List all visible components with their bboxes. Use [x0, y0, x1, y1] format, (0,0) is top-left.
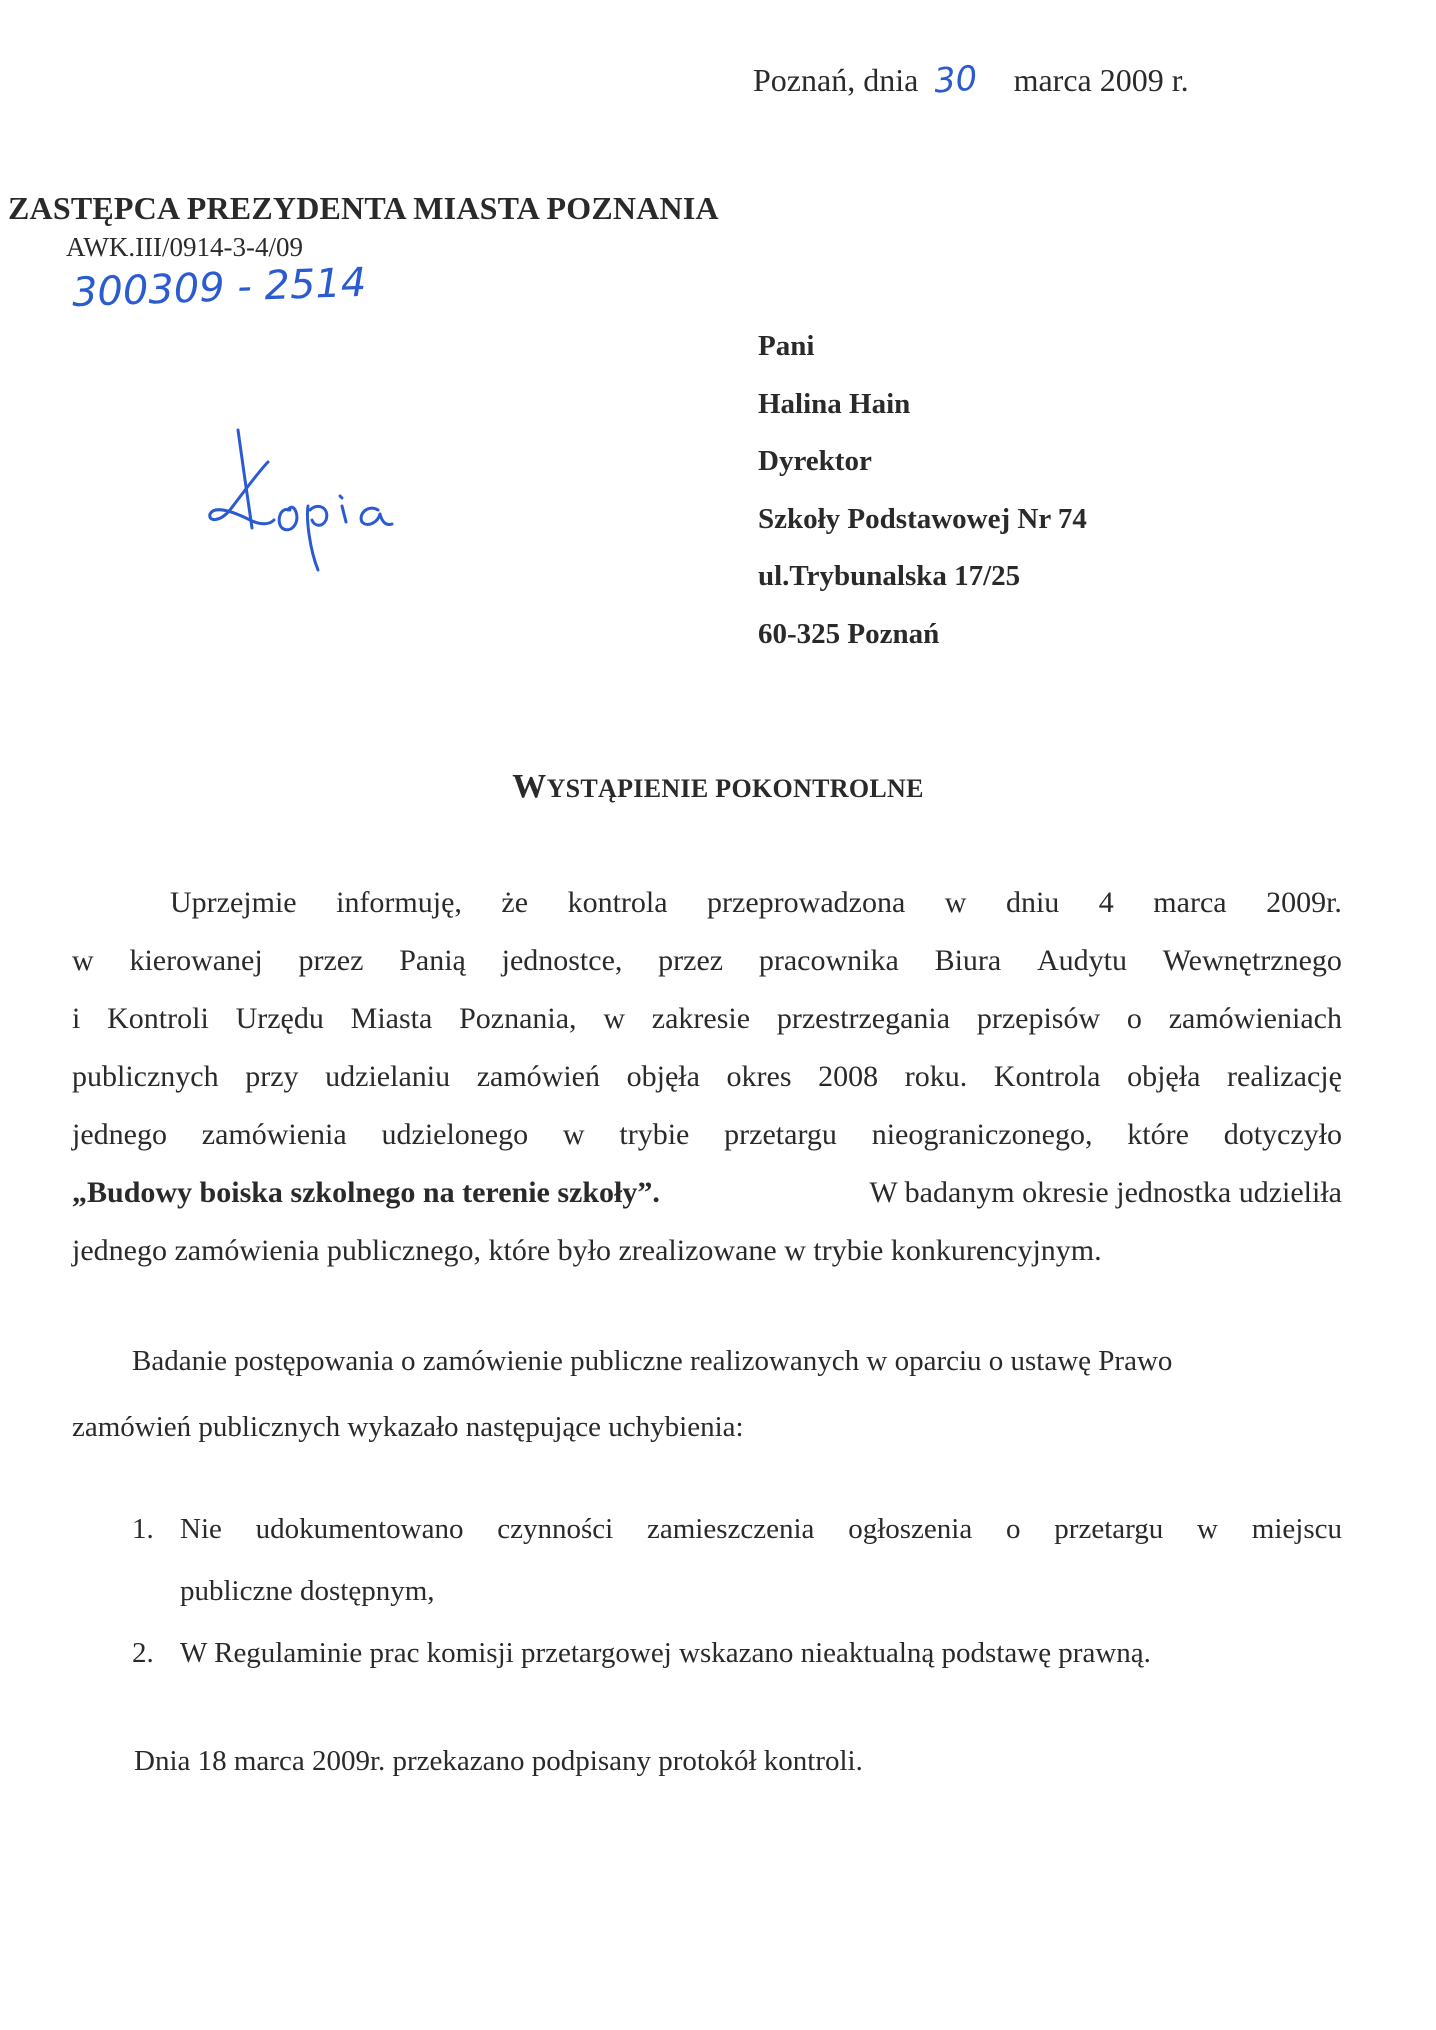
word: udzielaniu: [325, 1060, 451, 1093]
finding-text-continued: publiczne dostępnym,: [180, 1575, 435, 1607]
recipient-city: 60-325 Poznań: [758, 617, 940, 650]
word: jednego: [72, 1118, 167, 1151]
findings-list: [132, 1498, 1342, 1684]
word: zamówień: [476, 1060, 600, 1093]
finding-text: W Regulaminie prac komisji przetargowej wskazano nieaktualną podstawę prawną.: [180, 1637, 1151, 1669]
word: w: [1197, 1513, 1218, 1545]
finding-item: [132, 1622, 1342, 1684]
word: zakresie: [651, 1002, 751, 1035]
word: dotyczyło: [1223, 1118, 1342, 1151]
word: przeprowadzona: [707, 886, 906, 919]
word: w: [603, 1002, 626, 1035]
paragraph-line: Badanie postępowania o zamówienie publiczne realizowanych w oparciu o ustawę Prawo: [132, 1345, 1173, 1377]
reference-number: AWK.III/0914-3-4/09: [66, 232, 304, 262]
recipient-street: ul.Trybunalska 17/25: [758, 560, 1021, 592]
word: publicznych: [72, 1060, 219, 1093]
word: w: [72, 944, 94, 977]
word: udokumentowano: [255, 1513, 464, 1545]
word: okres: [726, 1060, 792, 1093]
handwritten-day: 30: [932, 58, 979, 102]
word: objęła: [626, 1060, 700, 1093]
recipient-position: Dyrektor: [758, 445, 872, 477]
paragraph-line: [72, 874, 1342, 932]
word: w: [562, 1118, 585, 1151]
word: 2009r.: [1266, 886, 1342, 919]
word: Panią: [399, 944, 466, 977]
word: przez: [658, 944, 724, 977]
paragraph-line: [72, 1106, 1342, 1164]
word: Biura: [934, 944, 1002, 977]
word: nieograniczonego,: [871, 1118, 1093, 1151]
paragraph-line-with-bold: [72, 1164, 1342, 1222]
contract-title-bold: „Budowy boiska szkolnego na terenie szkoły”.: [72, 1176, 660, 1209]
word: Wewnętrznego: [1162, 944, 1342, 977]
handwritten-registry-number: 300309 - 2514: [71, 259, 367, 316]
word: i: [72, 1002, 81, 1035]
word: czynności: [497, 1513, 614, 1545]
handwritten-kopia-mark: [190, 410, 420, 580]
title-rest: YSTĄPIENIE POKONTROLNE: [546, 774, 924, 803]
word: zamówieniach: [1168, 1002, 1342, 1035]
word: kierowanej: [129, 944, 263, 977]
finding-text: [180, 1498, 1342, 1560]
word: udzielonego: [381, 1118, 529, 1151]
word: dniu: [1005, 886, 1060, 919]
word: pracownika: [758, 944, 899, 977]
word: przez: [298, 944, 364, 977]
recipient-institution: Szkoły Podstawowej Nr 74: [758, 502, 1087, 535]
word: że: [501, 886, 529, 919]
word: Urzędu: [235, 1002, 324, 1035]
word: realizację: [1227, 1060, 1342, 1093]
date-prefix: Poznań, dnia: [753, 62, 919, 98]
recipient-address: [758, 318, 1087, 663]
word: 4: [1098, 886, 1114, 919]
word: trybie: [619, 1118, 690, 1151]
word: objęła: [1127, 1060, 1201, 1093]
recipient-name: Halina Hain: [758, 387, 911, 420]
word: Nie: [180, 1513, 222, 1545]
word: ogłoszenia: [848, 1513, 973, 1545]
paragraph-line: jednego zamówienia publicznego, które było zrealizowane w trybie konkurencyjnym.: [72, 1234, 1102, 1267]
word: przetargu: [1054, 1513, 1164, 1545]
paragraph-control-info: [72, 874, 1342, 1280]
recipient-salutation: Pani: [758, 330, 815, 362]
word: informuję,: [336, 886, 462, 919]
paragraph-line: zamówień publicznych wykazało następujące uchybienia:: [72, 1411, 744, 1443]
finding-item: [132, 1498, 1342, 1622]
word: marca: [1153, 886, 1227, 919]
issuing-authority: ZASTĘPCA PREZYDENTA MIASTA POZNANIA: [8, 190, 719, 226]
word: zamieszczenia: [647, 1513, 815, 1545]
word: roku.: [904, 1060, 968, 1093]
paragraph-line: [72, 1048, 1342, 1106]
paragraph-text: W badanym okresie jednostka udzieliła: [869, 1176, 1342, 1209]
word: które: [1127, 1118, 1189, 1151]
document-date: [753, 60, 1189, 100]
word: Miasta: [350, 1002, 433, 1035]
paragraph-findings-intro: [72, 1328, 1342, 1460]
word: w: [944, 886, 967, 919]
word: Audytu: [1037, 944, 1127, 977]
word: Kontroli: [107, 1002, 209, 1035]
word: o: [1126, 1002, 1142, 1035]
word: przy: [245, 1060, 299, 1093]
word: przepisów: [976, 1002, 1101, 1035]
document-title: [0, 768, 1436, 806]
word: przestrzegania: [776, 1002, 951, 1035]
word: Poznania,: [459, 1002, 577, 1035]
title-initial: W: [512, 768, 547, 805]
finding-number: 2.: [132, 1637, 154, 1669]
paragraph-line: [72, 932, 1342, 990]
word: przetargu: [724, 1118, 837, 1151]
word: Kontrola: [993, 1060, 1101, 1093]
word: jednostce,: [501, 944, 623, 977]
word: Uprzejmie: [170, 886, 297, 919]
word: zamówienia: [201, 1118, 347, 1151]
word: kontrola: [567, 886, 668, 919]
word: miejscu: [1251, 1513, 1342, 1545]
finding-number: 1.: [132, 1513, 154, 1545]
closing-statement: Dnia 18 marca 2009r. przekazano podpisany protokół kontroli.: [134, 1745, 863, 1777]
paragraph-line: [72, 990, 1342, 1048]
date-suffix: marca 2009 r.: [1013, 62, 1189, 98]
word: 2008: [818, 1060, 879, 1093]
word: o: [1006, 1513, 1021, 1545]
